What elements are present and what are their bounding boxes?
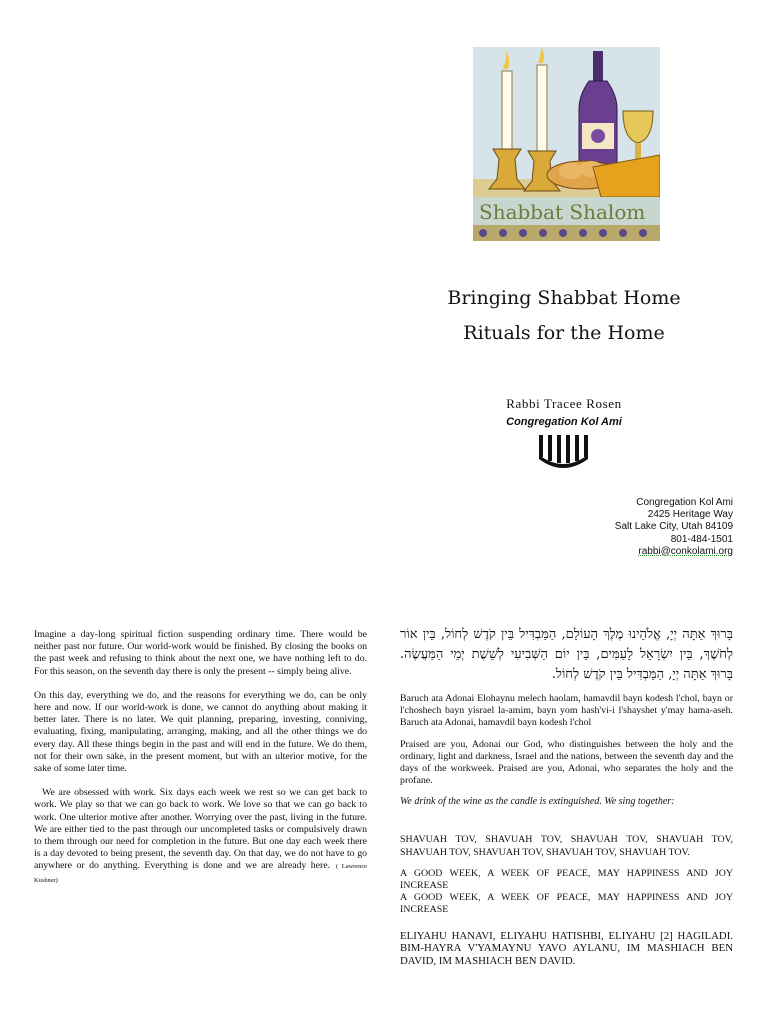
title-line-2: Rituals for the Home: [463, 322, 665, 344]
paragraph-2: On this day, everything we do, and the reasons for everything we do, can be only here and now. If our world-work is done, we cannot do anything about making it better later. There is no later. We quit planning, preparing, investing, conniving, evaluating, fixing, manipulating, arranging, making, and all the other things we do every day. All these things begin in the past and will end in the future. We do them, not for their own sake, in the present moment, but with an ulterior motive, for the sake of some later time.: [34, 689, 367, 775]
congregation-name: Congregation Kol Ami: [506, 416, 622, 428]
paragraph-1: Imagine a day-long spiritual fiction suspending ordinary time. There would be neither past nor future. Our world-work would be finished. By closing the books on the past week and refusing to think about the next one, we have nothing left to do. For this season, on the seventh day there is only the present -- simply being alive.: [34, 629, 367, 677]
illustration-caption: Shabbat Shalom: [479, 200, 646, 224]
left-column: [34, 629, 367, 899]
menorah-logo-icon: [535, 433, 593, 469]
translation: Praised are you, Adonai our God, who distinguishes between the holy and the ordinary, light and darkness, Israel and the nations, between the seventh day and the days of the workweek. Praised are you, Adonai, who separates the holy and the profane.: [400, 738, 733, 787]
instruction: We drink of the wine as the candle is extinguished. We sing together:: [400, 796, 675, 808]
address-phone: 801-484-1501: [670, 533, 733, 545]
song-good-week-2: A GOOD WEEK, A WEEK OF PEACE, MAY HAPPINESS AND JOY INCREASE: [400, 892, 733, 916]
paragraph-3: [34, 787, 367, 887]
song-shavuah-tov: SHAVUAH TOV, SHAVUAH TOV, SHAVUAH TOV, SHAVUAH TOV, SHAVUAH TOV, SHAVUAH TOV, SHAVUAH TOV, SHAVUAH TOV.: [400, 834, 733, 858]
shabbat-candles-wine-challah-image: [473, 47, 660, 241]
song-eliyahu: ELIYAHU HANAVI, ELIYAHU HATISHBI, ELIYAHU [2] HAGILADI. BIM-HAYRA V'YAMAYNU YAVO AYLANU, IM MASHIACH BEN DAVID, IM MASHIACH BEN DAVID.: [400, 929, 733, 967]
address-city: Salt Lake City, Utah 84109: [614, 521, 733, 533]
paragraph-3-text: We are obsessed with work. Six days each week we rest so we can get back to work. We play so that we can go back to work. We love so that we can go back to work. One ulterior motive after another. Worrying over the past, living in the future. We are either tied to the past through our uncompleted tasks or compulsively drawn to them through our need for completion in the future. But one day each week there is a day devoted to being present, the seventh day. On that day, we do not have to go anywhere or do anything. Everything is done and we are already here.: [34, 787, 367, 872]
shabbat-shalom-illustration: [473, 47, 660, 241]
hebrew-blessing: בָּרוּךְ אַתָּה יְיָ, אֱלֹהֵינוּ מֶלֶךְ הָעוֹלָם, הַמַּבְדִּיל בֵּין קֹדֶשׁ לְחוֹל, בֵּין אוֹר לְחֹשֶׁךְ, בֵּין יִשְׂרָאֵל לָעַמִּים, בֵּין יוֹם הַשְּׁבִיעִי לְשֵׁשֶׁת יְמֵי הַמַּעֲשֶׂה. בָּרוּךְ אַתָּה יְיָ, הַמַּבְדִּיל בֵּין קֹדֶשׁ לְחוֹל.: [400, 627, 733, 682]
song-good-week-1: A GOOD WEEK, A WEEK OF PEACE, MAY HAPPINESS AND JOY INCREASE: [400, 867, 733, 892]
transliteration: Baruch ata Adonai Elohaynu melech haolam, hamavdil bayn kodesh l'chol, bayn or l'choshech bayn yisrael la-amim, bayn yom hash'vi-i l'shayshet y'may hama-aseh. Baruch ata Adonai, hamavdil bayn kodesh l'chol: [400, 693, 733, 729]
citation: ( Lawrence Kushner): [34, 863, 367, 884]
email-link[interactable]: rabbi@conkolami.org: [638, 545, 733, 557]
rabbi-name: Rabbi Tracee Rosen: [506, 396, 622, 411]
address-congregation: Congregation Kol Ami: [636, 497, 733, 508]
title-line-1: Bringing Shabbat Home: [447, 287, 681, 309]
address-block: [615, 497, 733, 558]
right-column: [400, 625, 733, 967]
address-street: 2425 Heritage Way: [647, 509, 733, 521]
